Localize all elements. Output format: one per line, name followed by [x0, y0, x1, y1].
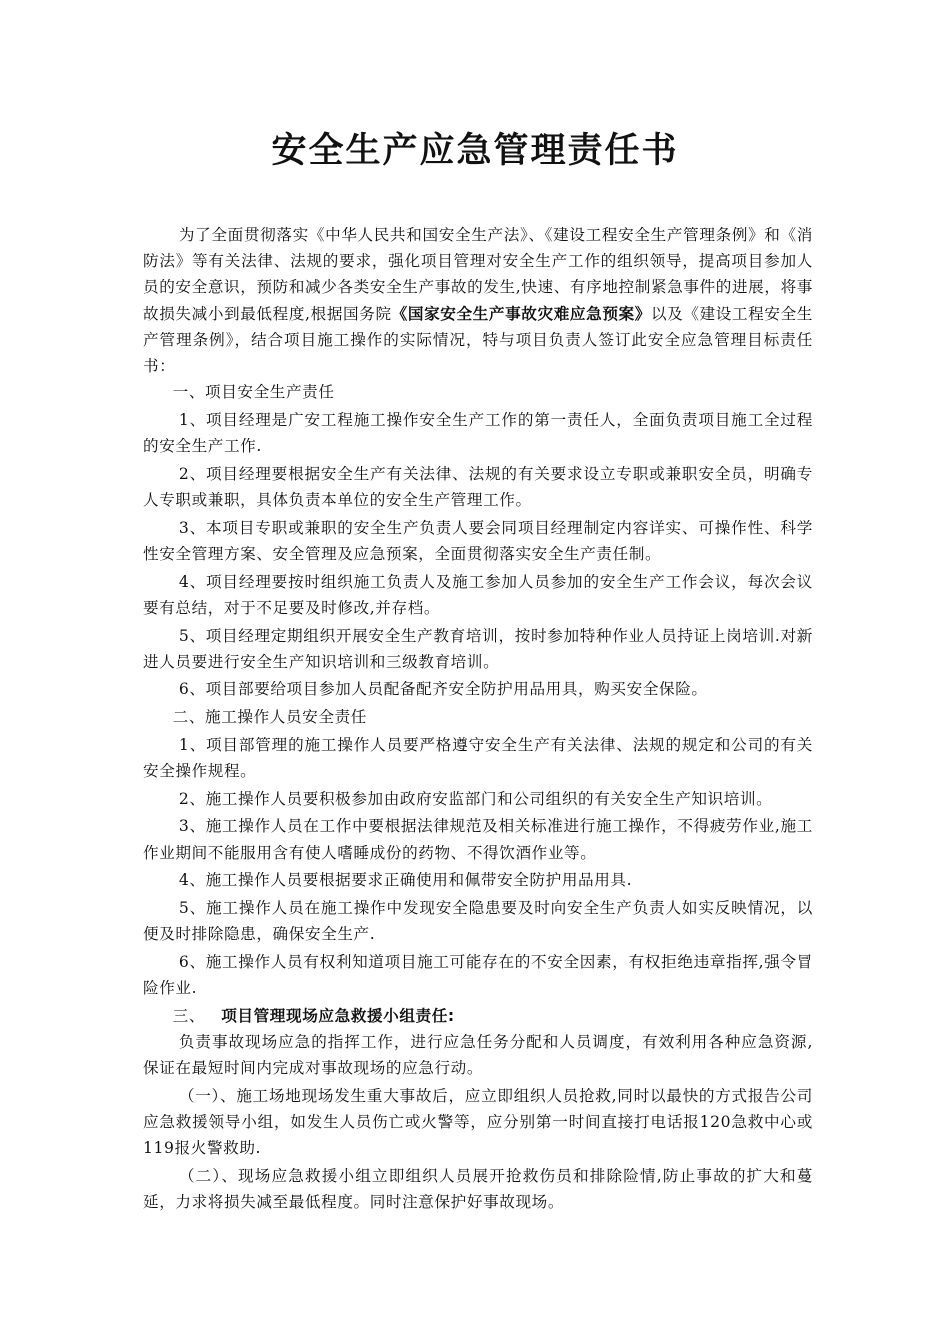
section3-item-1: 负责事故现场应急的指挥工作，进行应急任务分配和人员调度，有效利用各种应急资源,保证在最短时间内完成对事故现场的应急行动。 — [143, 1033, 813, 1078]
section3-heading-prefix: 三、 — [172, 1006, 206, 1025]
intro-paragraph — [143, 222, 813, 379]
intro-bold-plan-name: 《国家安全生产事故灾难应急预案》 — [391, 304, 651, 323]
section3-item-2: （一）、施工场地现场发生重大事故后，应立即组织人员抢救,同时以最快的方式报告公司应急救援领导小组，如发生人员伤亡或火警等，应分别第一时间直接打电话报120急救中心或119报火警救助. — [143, 1087, 813, 1158]
section3-heading — [143, 1003, 813, 1029]
document-title: 安全生产应急管理责任书 — [271, 131, 679, 171]
section1-item-4: 4、项目经理要按时组织施工负责人及施工参加人员参加的安全生产工作会议，每次会议要有总结，对于不足要及时修改,并存档。 — [143, 572, 813, 617]
section3-heading-text: 项目管理现场应急救援小组责任: — [221, 1006, 455, 1025]
section3-item-3: （二）、现场应急救援小组立即组织人员展开抢救伤员和排除险情,防止事故的扩大和蔓延，力求将损失减至最低程度。同时注意保护好事故现场。 — [143, 1167, 813, 1212]
section2-item-4: 4、施工操作人员要根据要求正确使用和佩带安全防护用品用具. — [178, 871, 633, 890]
section2-heading: 二、施工操作人员安全责任 — [172, 708, 367, 727]
section1-heading: 一、项目安全生产责任 — [172, 383, 335, 402]
section2-item-5: 5、施工操作人员在施工操作中发现安全隐患要及时向安全生产负责人如实反映情况，以便及时排除隐患，确保安全生产. — [143, 899, 813, 944]
section2-item-1: 1、项目部管理的施工操作人员要严格遵守安全生产有关法律、法规的规定和公司的有关安全操作规程。 — [143, 735, 813, 781]
section2-item-2: 2、施工操作人员要积极参加由政府安监部门和公司组织的有关安全生产知识培训。 — [178, 789, 773, 808]
document-body — [143, 222, 813, 1216]
section2-item-3: 3、施工操作人员在工作中要根据法律规范及相关标准进行施工操作，不得疲劳作业,施工作业期间不能服用含有使人嗜睡成份的药物、不得饮酒作业等。 — [143, 817, 813, 862]
section1-item-3: 3、本项目专职或兼职的安全生产负责人要会同项目经理制定内容详实、可操作性、科学性安全管理方案、安全管理及应急预案，全面贯彻落实安全生产责任制。 — [143, 518, 813, 563]
section2-item-6: 6、施工操作人员有权利知道项目施工可能存在的不安全因素，有权拒绝违章指挥,强令冒险作业. — [143, 952, 813, 998]
section1-item-1: 1、项目经理是广安工程施工操作安全生产工作的第一责任人，全面负责项目施工全过程的安全生产工作. — [143, 410, 813, 456]
intro-text-part1: 为了全面贯彻落实《中华人民共和国安全生产法》、《建设工程安全生产管理条例》和《消防法》等有关法律、法规的要求，强化项目管理对安全生产工作的组织领导，提高项目参加人员的安全意识，预防和减少各类安全生产事故的发生,快速、有序地控制紧急事件的进展，将事故损失减小到最低程度,根据国务院 — [143, 226, 813, 323]
section1-item-6: 6、项目部要给项目参加人员配备配齐安全防护用品用具，购买安全保险。 — [178, 680, 708, 699]
section1-item-2: 2、项目经理要根据安全生产有关法律、法规的有关要求设立专职或兼职安全员，明确专人专职或兼职，具体负责本单位的安全生产管理工作。 — [143, 464, 813, 510]
intro-text-part2: 以及《建设工程安全生产管理条例》，结合项目施工操作的实际情况，特与项目负责人签订此安全应急管理目标责任书： — [143, 304, 813, 376]
section1-item-5: 5、项目经理定期组织开展安全生产教育培训，按时参加特种作业人员持证上岗培训.对新进人员要进行安全生产知识培训和三级教育培训。 — [143, 626, 813, 671]
